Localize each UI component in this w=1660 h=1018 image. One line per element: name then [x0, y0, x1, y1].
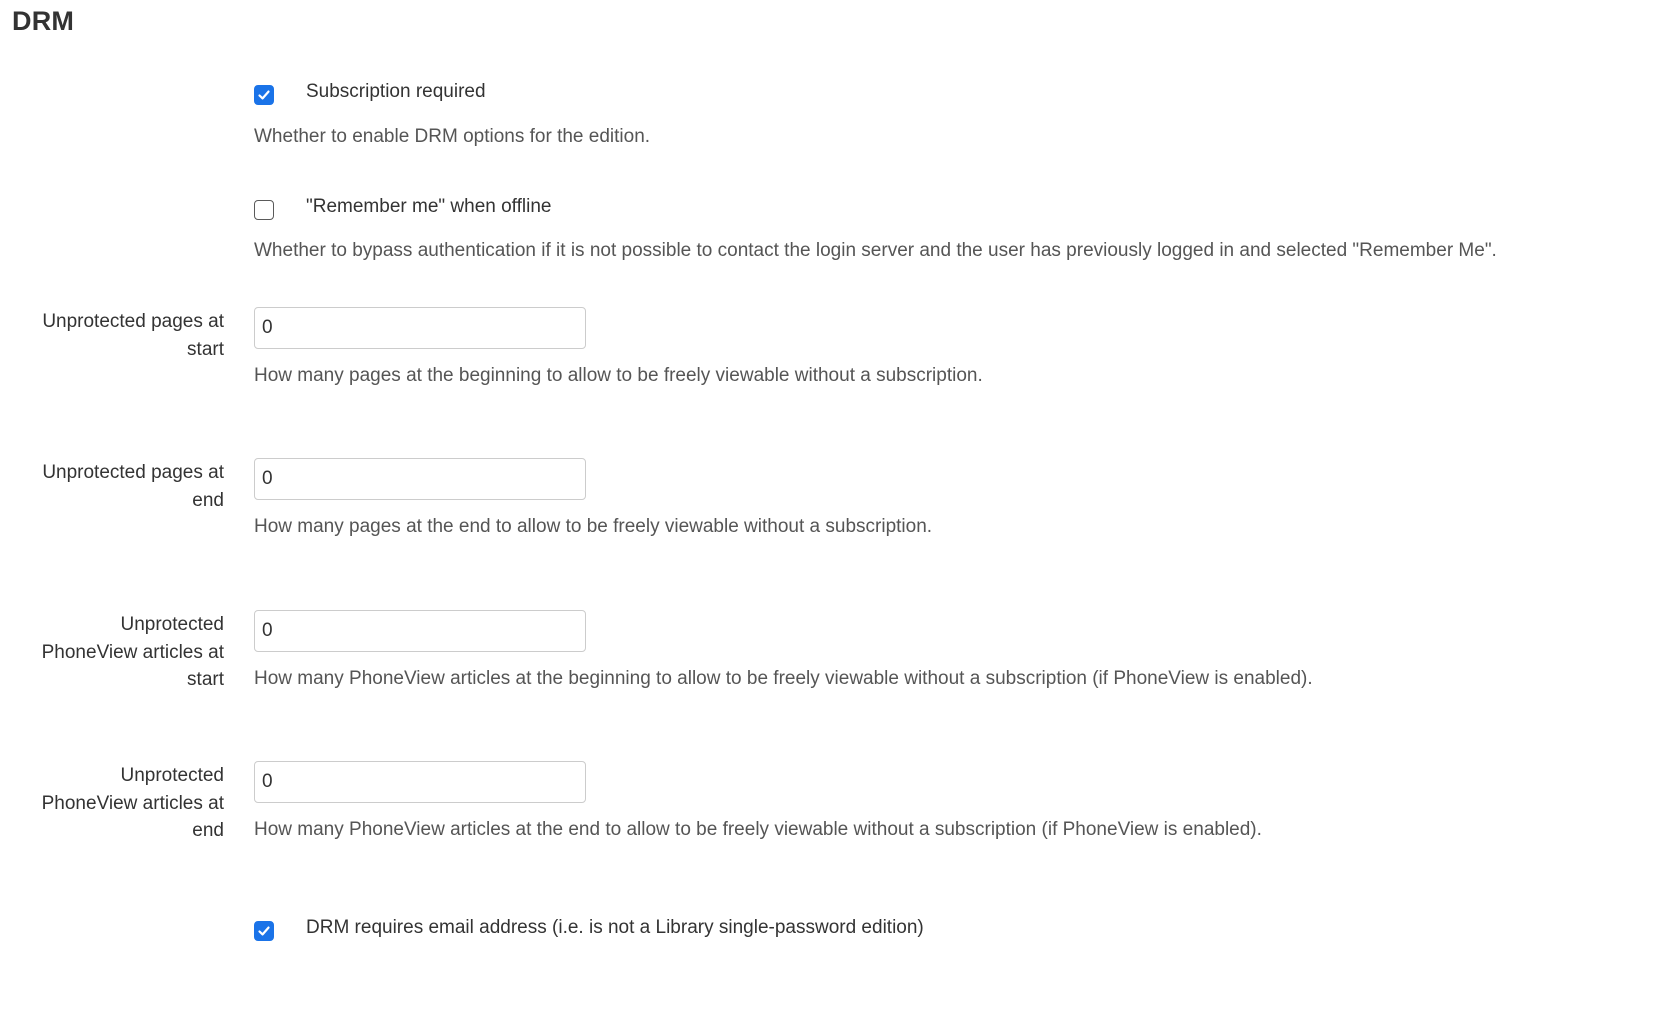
- remember-me-label[interactable]: "Remember me" when offline: [306, 196, 552, 217]
- subscription-required-checkbox[interactable]: [254, 85, 274, 105]
- articles-start-label: [20, 611, 224, 694]
- email-required-checkbox[interactable]: [254, 921, 274, 941]
- articles-start-label-line-1: Unprotected: [120, 614, 224, 635]
- pages-start-label: [20, 308, 224, 363]
- articles-end-label: [20, 762, 224, 845]
- articles-start-help: How many PhoneView articles at the beginning to allow to be freely viewable without a subscription (if PhoneView is enabled).: [254, 668, 1313, 689]
- articles-end-help: How many PhoneView articles at the end to allow to be freely viewable without a subscription (if PhoneView is enabled).: [254, 819, 1262, 840]
- articles-end-label-line-2: PhoneView articles at: [41, 792, 224, 814]
- subscription-required-label[interactable]: Subscription required: [306, 81, 486, 102]
- articles-start-input[interactable]: [254, 610, 586, 652]
- remember-me-help: Whether to bypass authentication if it is not possible to contact the login server and the user has previously logged in and selected "Remember Me".: [254, 240, 1497, 261]
- articles-end-input[interactable]: [254, 761, 586, 803]
- remember-me-checkbox[interactable]: [254, 200, 274, 220]
- pages-start-input[interactable]: [254, 307, 586, 349]
- articles-end-label-line-1: Unprotected: [120, 765, 224, 786]
- articles-start-label-line-3: start: [187, 669, 224, 690]
- section-title: DRM: [12, 6, 75, 36]
- subscription-required-help: Whether to enable DRM options for the edition.: [254, 126, 651, 147]
- pages-start-label-line-1: Unprotected pages at: [42, 311, 224, 332]
- checkmark-icon: [257, 88, 271, 102]
- email-required-label[interactable]: DRM requires email address (i.e. is not a Library single-password edition): [306, 917, 924, 938]
- pages-start-help: How many pages at the beginning to allow to be freely viewable without a subscription.: [254, 365, 983, 386]
- pages-end-label-line-1: Unprotected pages at: [42, 462, 224, 483]
- pages-end-label: [20, 459, 224, 514]
- articles-end-label-line-3: end: [192, 820, 224, 841]
- pages-end-label-line-2: end: [192, 489, 224, 511]
- pages-end-input[interactable]: [254, 458, 586, 500]
- pages-start-label-line-2: start: [187, 338, 224, 360]
- pages-end-help: How many pages at the end to allow to be freely viewable without a subscription.: [254, 516, 933, 537]
- articles-start-label-line-2: PhoneView articles at: [41, 641, 224, 663]
- checkmark-icon: [257, 924, 271, 938]
